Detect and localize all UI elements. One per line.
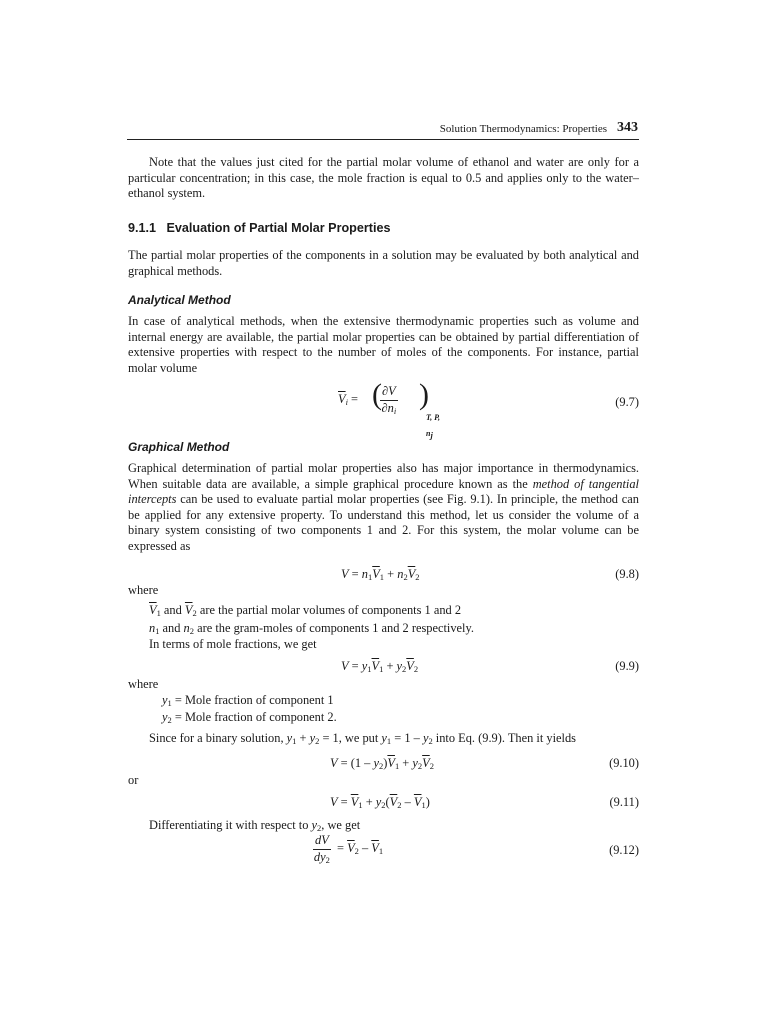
binary-solution-line: Since for a binary solution, $y_1 + y_2 = 1$, we put $y_1 = 1 - y_2$ into Eq. (9.9). Then it yields (149, 731, 576, 746)
graphical-paragraph-text-1: Graphical determination of partial molar properties also has major importance in thermodynamics. When suitable data are available, a simple graphical procedure known as the (128, 461, 639, 491)
where-label-2: where (128, 677, 159, 691)
definition-4-text: = Mole fraction of component 2. (174, 710, 337, 724)
eq-number-9-9: (9.9) (615, 659, 639, 673)
section-title: Evaluation of Partial Molar Properties (166, 221, 391, 235)
graphical-heading: Graphical Method (128, 440, 230, 454)
definition-partial-molar-volumes: $\overline{V}_1$ and $\overline{V}_2$ are the partial molar volumes of components 1 and 2 (149, 603, 462, 618)
section-heading (128, 221, 390, 235)
equation-9-10: $V = (1 - y_2)\overline{V}_1 + y_2\overline{V}_2$ (330, 756, 434, 771)
definition-y2: $y_2$ = Mole fraction of component 2. (162, 710, 337, 725)
since-text-2: into Eq. (9.9). Then it yields (432, 731, 576, 745)
section-paragraph: The partial molar properties of the components in a solution may be evaluated by both analytical and graphical methods. (128, 248, 639, 278)
differentiating-line: Differentiating it with respect to $y_2$, we get (149, 818, 361, 833)
eq-number-9-8: (9.8) (615, 567, 639, 581)
eq-number-9-7: (9.7) (615, 395, 639, 409)
header-rule (127, 139, 639, 140)
definition-2-text: are the gram-moles of components 1 and 2 respectively. (197, 621, 474, 635)
definition-gram-moles: $n_1$ and $n_2$ are the gram-moles of components 1 and 2 respectively. (149, 621, 474, 636)
eq-number-9-11: (9.11) (609, 795, 639, 809)
section-number: 9.1.1 (128, 221, 157, 235)
equation-9-8: $V = n_1\overline{V}_1 + n_2\overline{V}_2$ (341, 567, 420, 582)
equation-9-12: $\frac{dV}{dy_2}$ = $\overline{V}_2 - \overline{V}_1$ (313, 833, 384, 865)
graphical-paragraph-text-2: can be used to evaluate partial molar properties (see Fig. 9.1). In principle, the method can be applied for any extensive property. To understand this method, let us consider the volume of a binary system consisting of two components 1 and 2. For this system, the molar volume can be expressed as (128, 492, 639, 553)
definition-1-text: are the partial molar volumes of components 1 and 2 (199, 603, 462, 617)
definition-y1: $y_1$ = Mole fraction of component 1 (162, 693, 334, 708)
intro-paragraph: Note that the values just cited for the partial molar volume of ethanol and water are only for a particular concentration; in this case, the mole fraction is equal to 0.5 and applies only to the water–ethanol system. (128, 155, 639, 201)
mole-fraction-line: In terms of mole fractions, we get (149, 637, 317, 651)
analytical-paragraph: In case of analytical methods, when the extensive thermodynamic properties such as volume and internal energy are available, the partial molar properties can be obtained by partial differentiation of extensive properties with respect to the number of moles of the components. For instance, partial molar volume (128, 314, 639, 375)
page-number: 343 (617, 120, 638, 135)
graphical-paragraph (128, 461, 639, 555)
differentiating-text-2: , we get (321, 818, 361, 832)
running-title: Solution Thermodynamics: Properties (439, 123, 607, 135)
method-of-tangential-intercepts: method of tangential intercepts (128, 476, 640, 507)
definition-3-text: = Mole fraction of component 1 (174, 693, 334, 707)
equation-9-7: $\overline{V}_i$ = ( $\frac{\partial V}{\partial n_i}$ ) T, P, $n_j$ (338, 378, 441, 440)
where-label-1: where (128, 583, 159, 597)
eq-number-9-12: (9.12) (609, 843, 639, 857)
equation-9-9: $V = y_1\overline{V}_1 + y_2\overline{V}_2$ (341, 659, 419, 674)
or-label: or (128, 773, 139, 787)
eq-number-9-10: (9.10) (609, 756, 639, 770)
equation-9-11: $V = \overline{V}_1 + y_2(\overline{V}_2 - \overline{V}_1)$ (330, 795, 430, 810)
analytical-heading: Analytical Method (128, 293, 231, 307)
differentiating-text-1: Differentiating it with respect to (149, 818, 312, 832)
since-text-1: Since for a binary solution, (149, 731, 287, 745)
